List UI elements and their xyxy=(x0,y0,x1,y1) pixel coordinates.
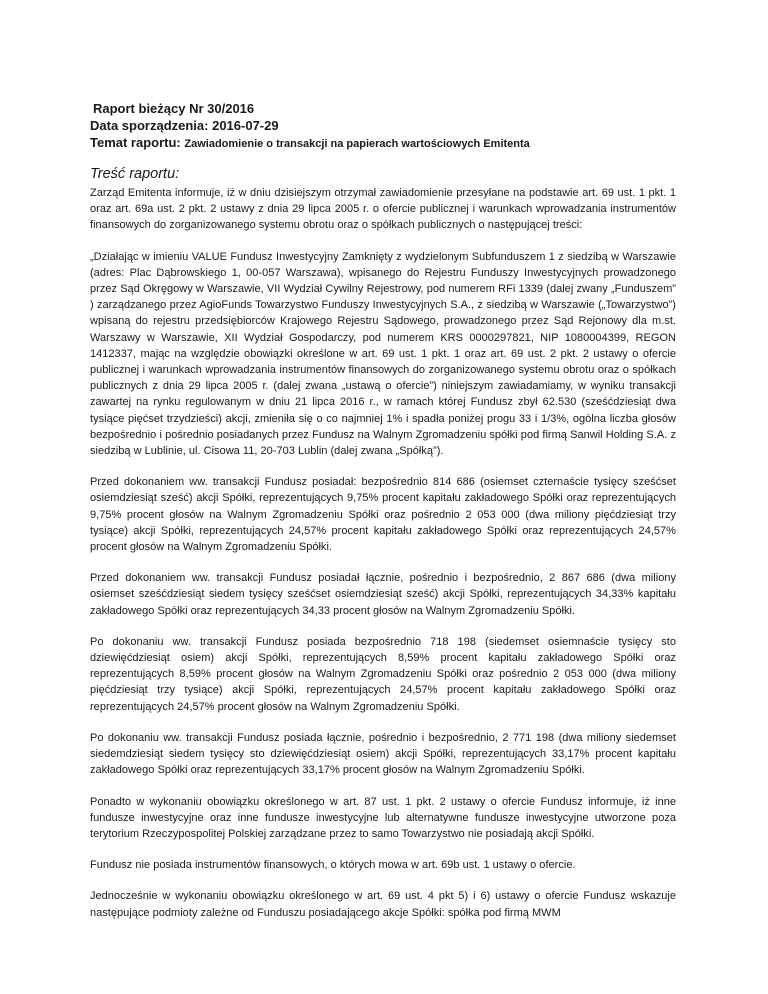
report-date: Data sporządzenia: 2016-07-29 xyxy=(90,118,279,133)
paragraph: Jednocześnie w wykonaniu obowiązku określonego w art. 69 ust. 4 pkt 5) i 6) ustawy o ofercie Fundusz wskazuje następujące podmioty zależne od Funduszu posiadającego akcje Spółki: spółka pod firmą MWM xyxy=(90,890,676,919)
paragraph: „Działając w imieniu VALUE Fundusz Inwestycyjny Zamknięty z wydzielonym Subfunduszem 1 z siedzibą w Warszawie (adres: Plac Dąbrowskiego 1, 00-057 Warszawa), wpisanego do Rejestru Funduszy Inwestycyjnych prowadzonego przez Sąd Okręgowy w Warszawie, VII Wydział Cywilny Rejestrowy, pod numerem RFi 1339 (dalej zwany „Funduszem” ) zarządzanego przez AgioFunds Towarzystwo Funduszy Inwestycyjnych S.A., z siedzibą w Warszawie („Towarzystwo”) wpisaną do rejestru przedsiębiorców Krajowego Rejestru Sądowego, prowadzonego przez Sąd Rejonowy dla m.st. Warszawy w Warszawie, XII Wydział Gospodarczy, pod numerem KRS 0000297821, NIP 1080004399, REGON 1412337, mając na względzie obowiązki określone w art. 69 ust. 1 pkt. 1 oraz art. 69 ust. 2 pkt. 2 ustawy o ofercie publicznej i warunkach wprowadzania instrumentów finansowych do zorganizowanego systemu obrotu oraz o spółkach publicznych z dnia 29 lipca 2005 r. (dalej zwana „ustawą o ofercie”) niniejszym zawiadamiamy, w wyniku transakcji zawartej na rynku regulowanym w dniu 21 lipca 2016 r., w ramach której Fundusz zbył 62.530 (sześćdziesiąt dwa tysiące pięćset trzydzieści) akcji, zmieniła się o co najmniej 1% i spadła poniżej progu 33 i 1/3%, ogólna liczba głosów bezpośrednio i pośrednio posiadanych przez Fundusz na Walnym Zgromadzeniu spółki pod firmą Sanwil Holding S.A. z siedzibą w Lublinie, ul. Cisowa 11, 20-703 Lublin (dalej zwana „Spółką”). xyxy=(90,250,676,458)
report-document xyxy=(90,100,676,936)
paragraph: Po dokonaniu ww. transakcji Fundusz posiada łącznie, pośrednio i bezpośrednio, 2 771 198 (dwa miliony siedemset siedemdziesiąt siedem tysięcy sto dziewięćdziesiąt osiem) akcji Spółki, reprezentujących 33,17% procent kapitału zakładowego Spółki oraz reprezentujących 33,17% procent głosów na Walnym Zgromadzeniu Spółki. xyxy=(90,731,676,777)
report-subject-text: Zawiadomienie o transakcji na papierach wartościowych Emitenta xyxy=(184,138,530,150)
report-subject xyxy=(90,134,676,153)
paragraph: Fundusz nie posiada instrumentów finansowych, o których mowa w art. 69b ust. 1 ustawy o ofercie. xyxy=(90,859,576,872)
paragraph: Zarząd Emitenta informuje, iż w dniu dzisiejszym otrzymał zawiadomienie przesyłane na podstawie art. 69 ust. 1 pkt. 1 oraz art. 69a ust. 2 pkt. 2 ustawy z dnia 29 lipca 2005 r. o ofercie publicznej i warunkach wprowadzania instrumentów finansowych do zorganizowanego systemu obrotu oraz o spółkach publicznych o następującej treści: xyxy=(90,187,676,232)
report-number: Raport bieżący Nr 30/2016 xyxy=(93,101,255,116)
paragraph: Przed dokonaniem ww. transakcji Fundusz posiadał: bezpośrednio 814 686 (osiemset czternaście tysięcy sześćset osiemdziesiąt sześć) akcji Spółki, reprezentujących 9,75% procent kapitału zakładowego Spółki oraz reprezentujących 9,75% procent głosów na Walnym Zgromadzeniu Spółki oraz pośrednio 2 053 000 (dwa miliony pięćdziesiąt trzy tysiące) akcji Spółki, reprezentujących 24,57% procent kapitału zakładowego Spółki oraz reprezentujących 24,57% procent głosów na Walnym Zgromadzeniu Spółki. xyxy=(90,476,676,554)
paragraph: Ponadto w wykonaniu obowiązku określonego w art. 87 ust. 1 pkt. 2 ustawy o ofercie Fundusz informuje, iż inne fundusze inwestycyjne oraz inne fundusze inwestycyjne lub alternatywne fundusze inwestycyjne utworzone poza terytorium Rzeczypospolitej Polskiej zarządzane przez to samo Towarzystwo nie posiadają akcji Spółki. xyxy=(90,795,676,840)
report-subject-label: Temat raportu: xyxy=(90,135,181,150)
paragraph: Po dokonaniu ww. transakcji Fundusz posiada bezpośrednio 718 198 (siedemset osiemnaście tysięcy sto dziewięćdziesiąt osiem) akcji Spółki, reprezentujących 8,59% procent kapitału zakładowego Spółki oraz reprezentujących 8,59% procent głosów na Walnym Zgromadzeniu Spółki oraz pośrednio 2 053 000 (dwa miliony pięćdziesiąt trzy tysiące) akcji Spółki, reprezentujących 24,57% procent kapitału zakładowego Spółki oraz reprezentujących 24,57% procent głosów na Walnym Zgromadzeniu Spółki. xyxy=(90,635,676,713)
paragraph: Przed dokonaniem ww. transakcji Fundusz posiadał łącznie, pośrednio i bezpośrednio, 2 867 686 (dwa miliony osiemset sześćdziesiąt siedem tysięcy sześćset osiemdziesiąt sześć) akcji Spółki, reprezentujących 34,33% kapitału zakładowego Spółki oraz reprezentujących 34,33 procent głosów na Walnym Zgromadzeniu Spółki. xyxy=(90,572,676,617)
content-title: Treść raportu: xyxy=(90,166,180,182)
